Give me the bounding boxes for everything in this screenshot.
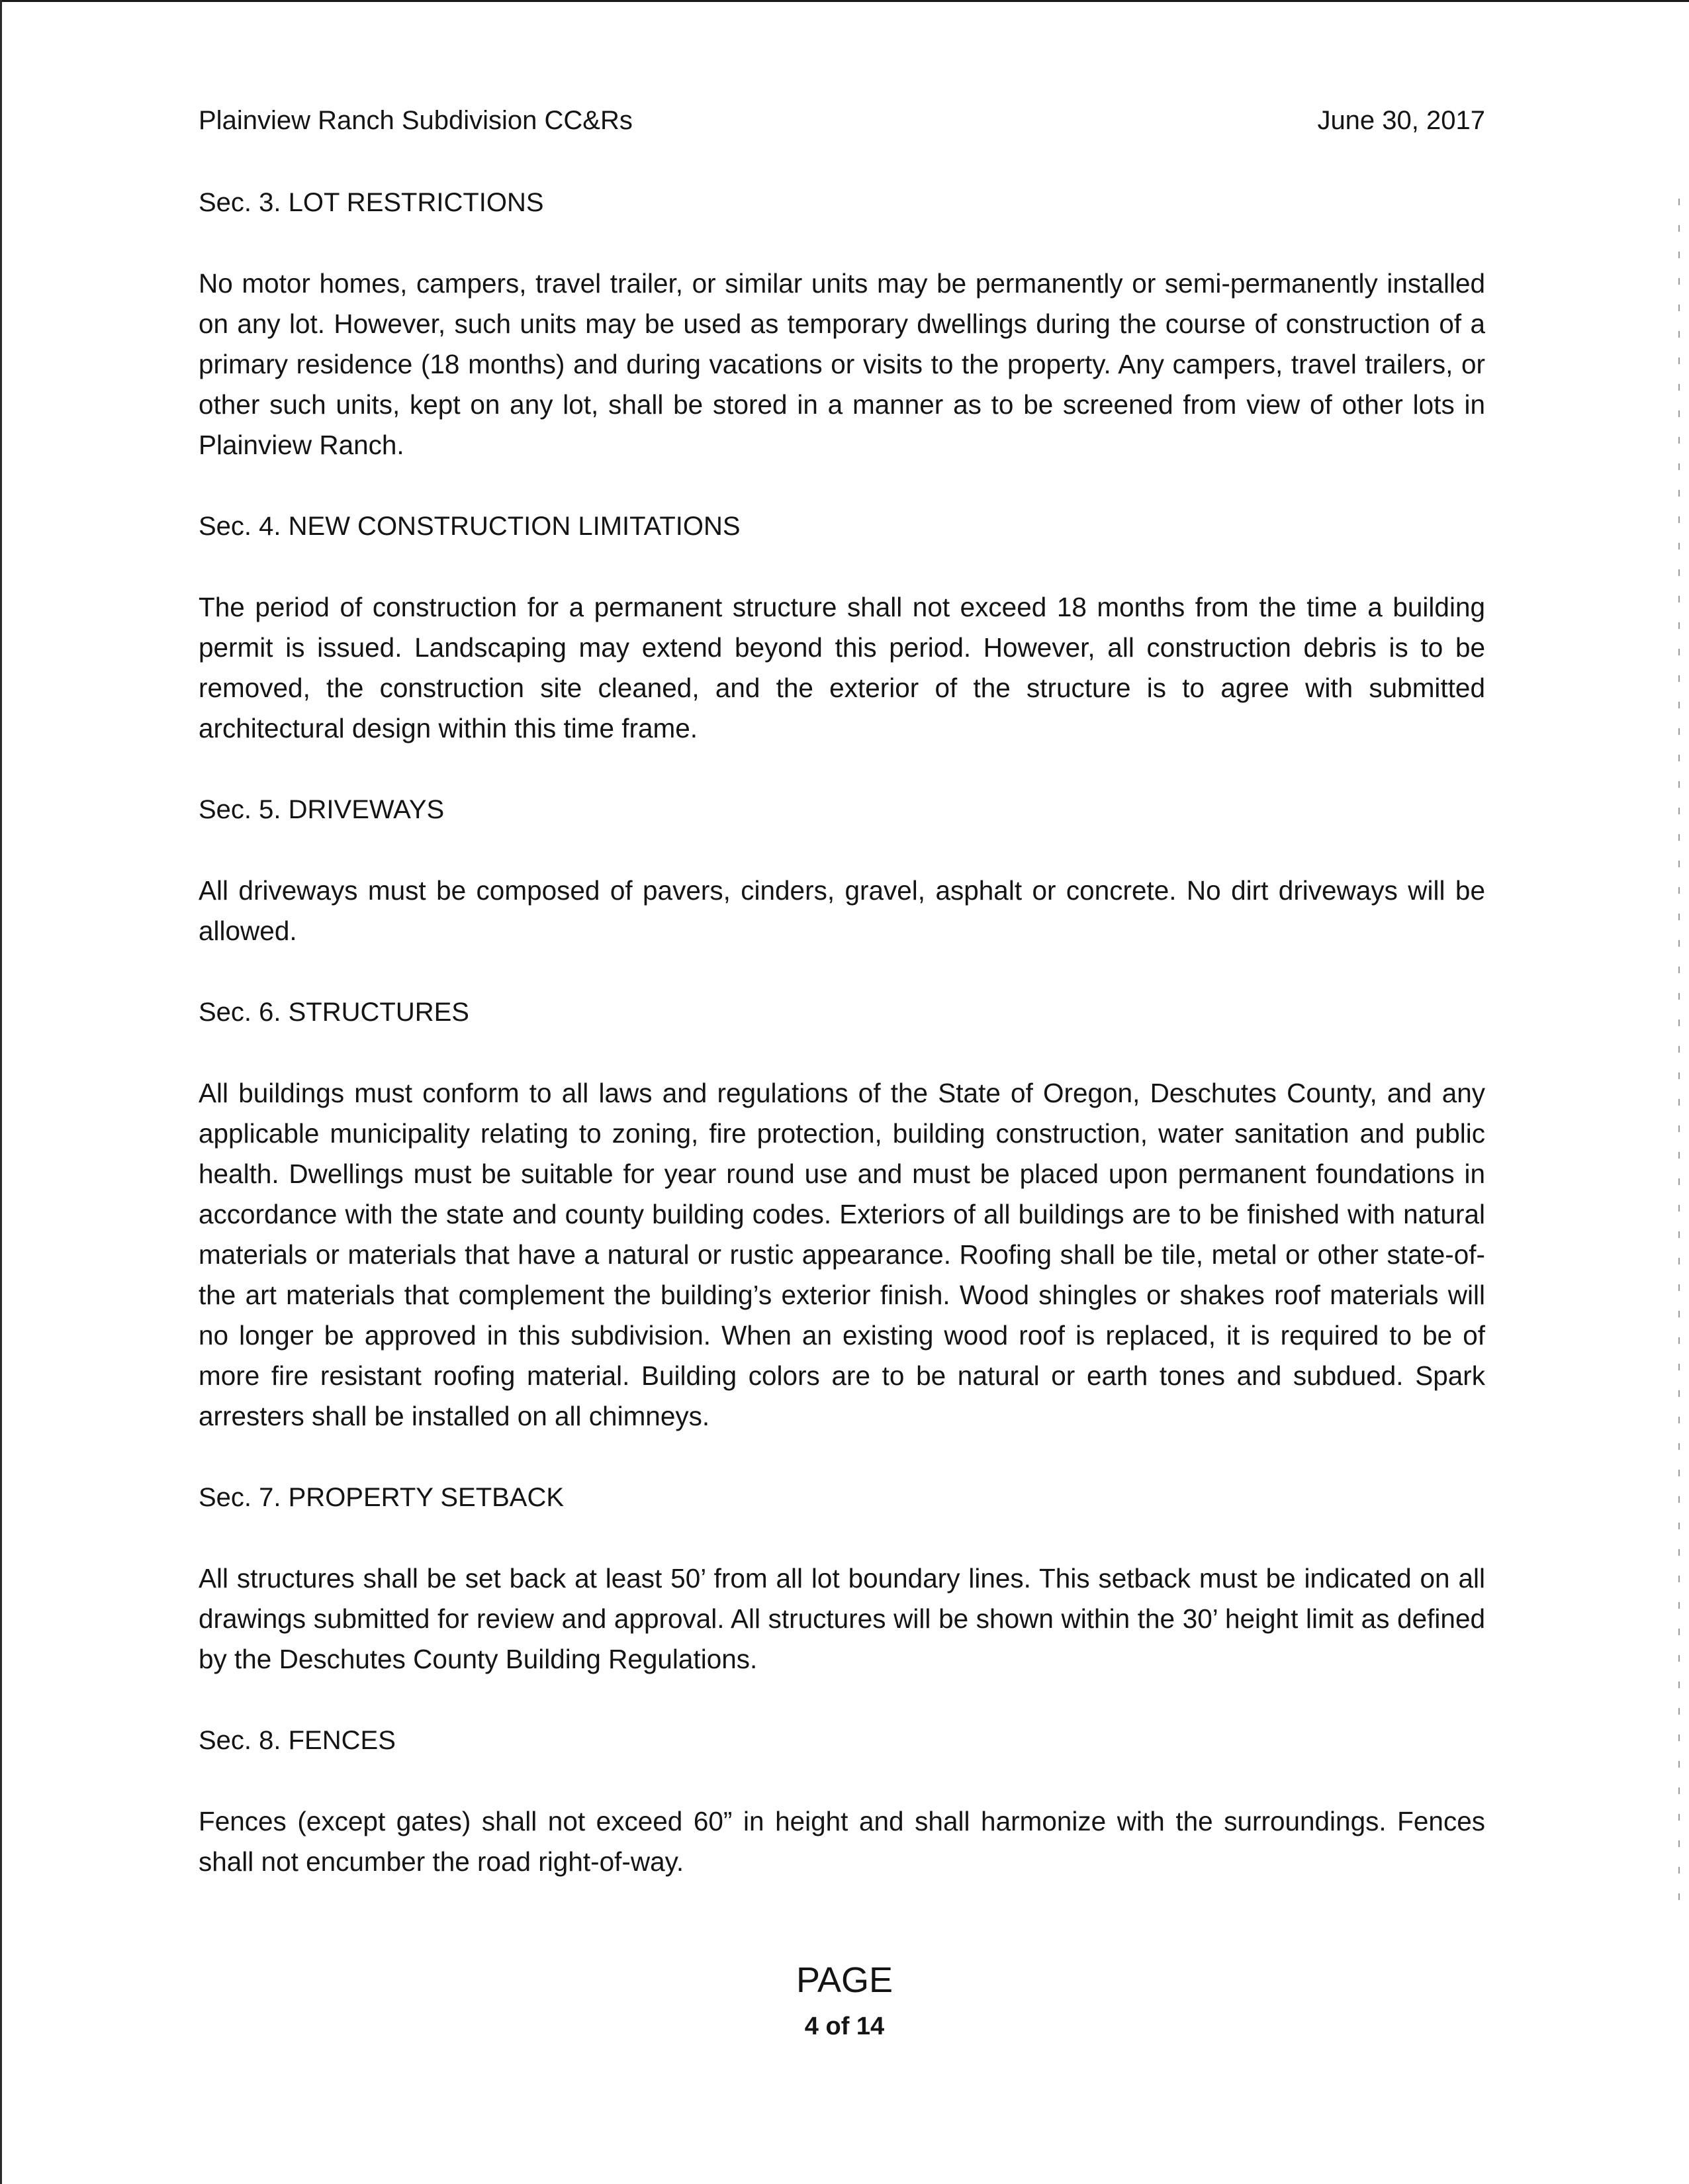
scan-right-edge-marks — [1678, 199, 1680, 1920]
section-heading: Sec. 8. FENCES — [199, 1726, 396, 1755]
section-body: All driveways must be composed of pavers, cinders, gravel, asphalt or concrete. No dirt driveways will be allowed. — [199, 875, 1485, 946]
section-structures — [199, 992, 1485, 1437]
section-heading: Sec. 6. STRUCTURES — [199, 998, 469, 1027]
document-page — [199, 99, 1485, 1882]
section-body: All structures shall be set back at least 50’ from all lot boundary lines. This setback must be indicated on all drawings submitted for review and approval. All structures will be shown within the 30’ height limit as defined by the Deschutes County Building Regulations. — [199, 1563, 1485, 1674]
page-number: 4 of 14 — [804, 2013, 885, 2040]
section-body: The period of construction for a permanent structure shall not exceed 18 months from the time a building permit is issued. Landscaping may extend beyond this period. However, all construction debris is to be removed, the construction site cleaned, and the exterior of the structure is to agree with submitted architectural design within this time frame. — [199, 592, 1485, 743]
section-heading: Sec. 7. PROPERTY SETBACK — [199, 1483, 565, 1512]
section-heading: Sec. 5. DRIVEWAYS — [199, 795, 445, 824]
section-new-construction-limitations — [199, 506, 1485, 749]
section-property-setback — [199, 1478, 1485, 1680]
section-heading: Sec. 3. LOT RESTRICTIONS — [199, 188, 544, 217]
scan-left-border — [0, 0, 2, 2184]
section-driveways — [199, 790, 1485, 951]
page-footer — [0, 1956, 1689, 2046]
scan-top-border — [0, 0, 1689, 2]
section-lot-restrictions — [199, 183, 1485, 465]
document-date: June 30, 2017 — [1317, 106, 1485, 135]
section-heading: Sec. 4. NEW CONSTRUCTION LIMITATIONS — [199, 512, 741, 541]
section-body: All buildings must conform to all laws and regulations of the State of Oregon, Deschutes County, and any applicable municipality relating to zoning, fire protection, building construction, water sanitation and public health. Dwellings must be suitable for year round use and must be placed upon permanent foundations in accordance with the state and county building codes. Exteriors of all buildings are to be finished with natural materials or materials that have a natural or rustic appearance. Roofing shall be tile, metal or other state-of-the art materials that complement the building’s exterior finish. Wood shingles or shakes roof materials will no longer be approved in this subdivision. When an existing wood roof is replaced, it is required to be of more fire resistant roofing material. Building colors are to be natural or earth tones and subdued. Spark arresters shall be installed on all chimneys. — [199, 1078, 1485, 1431]
section-fences — [199, 1721, 1485, 1882]
running-header — [199, 99, 1485, 142]
document-title: Plainview Ranch Subdivision CC&Rs — [199, 106, 633, 135]
page-label: PAGE — [796, 1960, 893, 2000]
section-body: Fences (except gates) shall not exceed 60” in height and shall harmonize with the surroundings. Fences shall not encumber the road right-of-way. — [199, 1806, 1485, 1877]
section-body: No motor homes, campers, travel trailer, or similar units may be permanently or semi-permanently installed on any lot. However, such units may be used as temporary dwellings during the course of construction of a primary residence (18 months) and during vacations or visits to the property. Any campers, travel trailers, or other such units, kept on any lot, shall be stored in a manner as to be screened from view of other lots in Plainview Ranch. — [199, 268, 1485, 460]
